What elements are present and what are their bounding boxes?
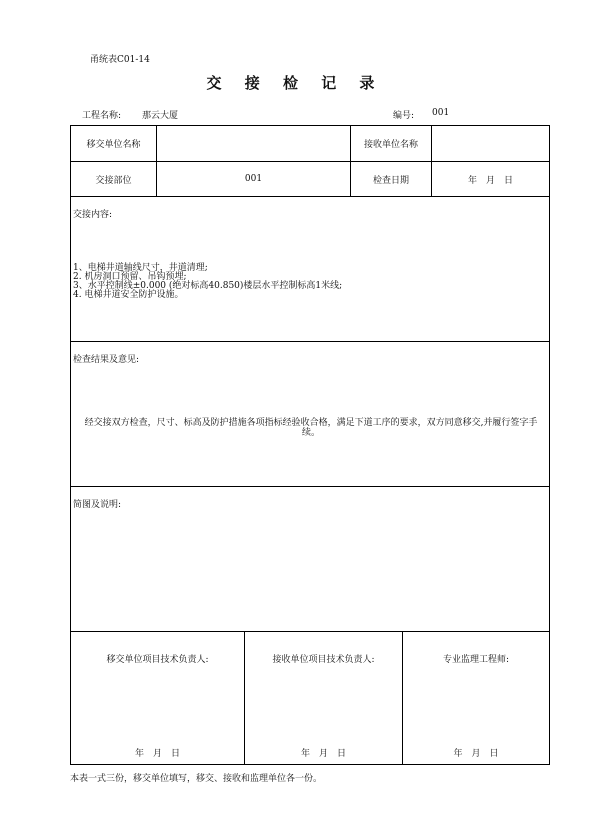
form-code: 甬统表C01-14 xyxy=(90,55,150,65)
list-item: 4. 电梯井道安全防护设施。 xyxy=(73,290,184,300)
project-name-label: 工程名称: xyxy=(82,111,122,121)
list-item: 2. 机房洞口预留、吊钩预埋; xyxy=(73,272,187,282)
receiving-unit-field[interactable] xyxy=(432,126,549,161)
list-item: 3、水平控制线±0.000 (绝对标高40.850)楼层水平控制标高1米线; xyxy=(73,281,343,291)
number-label: 编号: xyxy=(393,111,415,121)
handover-part-field[interactable]: 001 xyxy=(244,174,263,184)
sketch-area[interactable] xyxy=(73,511,547,626)
row-divider xyxy=(71,196,549,197)
result-text-line: 续。 xyxy=(301,428,320,438)
row-divider xyxy=(71,631,549,632)
supervision-engineer-label: 专业监理工程师: xyxy=(442,655,510,665)
result-text-line: 经交接双方检查，尺寸、标高及防护措施各项指标经验收合格，满足下道工序的要求，双方同意移交,并履行签字手 xyxy=(84,418,538,428)
inspection-result-text[interactable] xyxy=(71,418,551,438)
supervision-sign-date[interactable]: 年 月 日 xyxy=(453,749,499,759)
receiving-tech-lead-label: 接收单位项目技术负责人: xyxy=(272,655,375,665)
receiving-unit-label: 接收单位名称 xyxy=(363,140,418,150)
sketch-label: 简图及说明: xyxy=(73,500,122,510)
inspection-form-table xyxy=(70,125,550,765)
receiving-sign-date[interactable]: 年 月 日 xyxy=(300,749,346,759)
project-name-value: 那云大厦 xyxy=(142,111,179,121)
handover-tech-lead-label: 移交单位项目技术负责人: xyxy=(106,655,209,665)
inspection-result-label: 检查结果及意见: xyxy=(73,355,140,365)
handover-unit-field[interactable] xyxy=(157,126,350,161)
handover-content-list[interactable] xyxy=(73,264,342,300)
handover-content-label: 交接内容: xyxy=(73,210,113,220)
footnote: 本表一式三份，移交单位填写，移交、接收和监理单位各一份。 xyxy=(70,774,323,784)
check-date-field[interactable]: 年 月 日 xyxy=(467,175,513,186)
row-divider xyxy=(71,341,549,342)
handover-part-label: 交接部位 xyxy=(95,175,132,186)
document-title: 交 接 检 记 录 xyxy=(206,74,384,92)
handover-unit-label: 移交单位名称 xyxy=(86,140,141,150)
check-date-label: 检查日期 xyxy=(372,175,409,186)
number-value: 001 xyxy=(432,108,450,118)
list-item: 1、电梯井道轴线尺寸，井道清理; xyxy=(73,263,208,273)
row-divider xyxy=(71,486,549,487)
handover-sign-date[interactable]: 年 月 日 xyxy=(134,749,180,759)
